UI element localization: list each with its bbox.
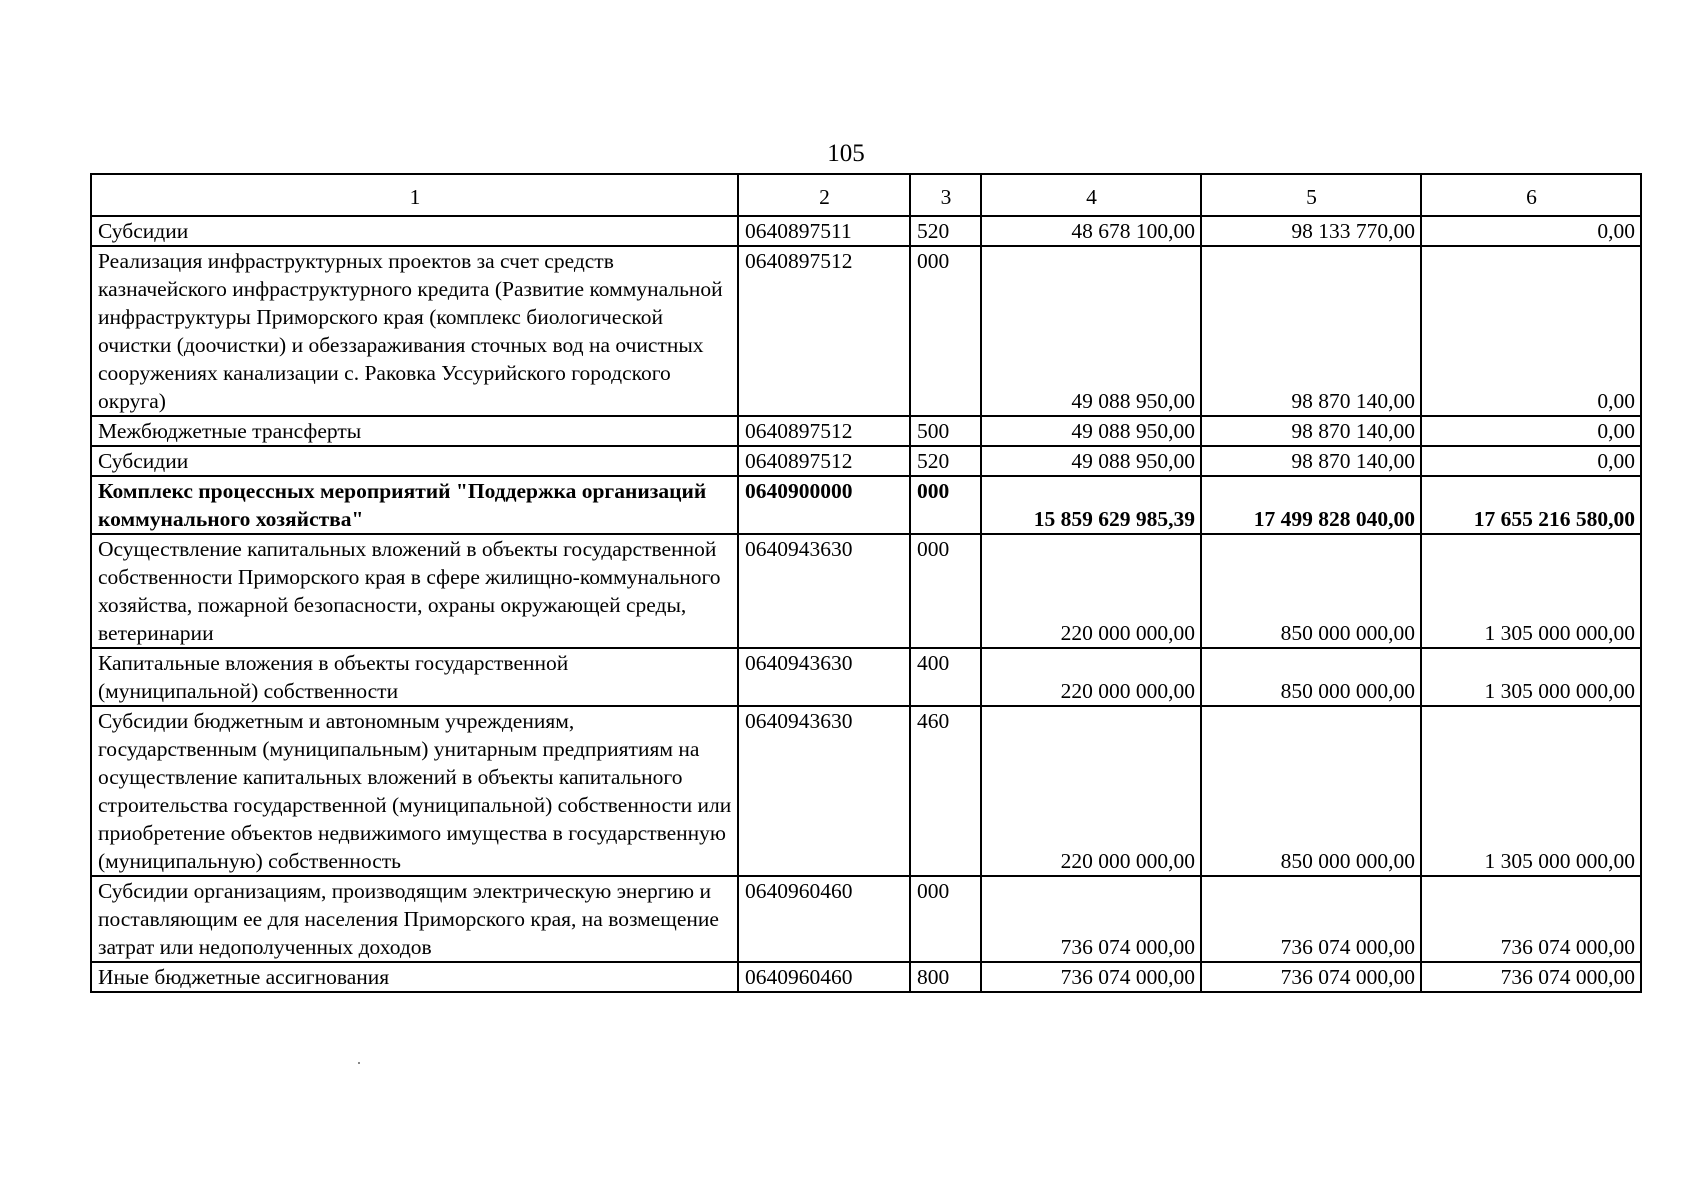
row-expense-type: 500 — [910, 416, 981, 446]
row-value-4: 49 088 950,00 — [981, 446, 1201, 476]
row-value-6: 0,00 — [1421, 416, 1641, 446]
row-value-5: 98 870 140,00 — [1201, 416, 1421, 446]
row-code: 0640900000 — [738, 476, 910, 534]
column-number-6: 6 — [1421, 174, 1641, 216]
row-value-5: 98 870 140,00 — [1201, 246, 1421, 416]
row-code: 0640897511 — [738, 216, 910, 246]
row-value-5: 850 000 000,00 — [1201, 706, 1421, 876]
row-name: Межбюджетные трансферты — [91, 416, 738, 446]
row-code: 0640943630 — [738, 706, 910, 876]
row-value-4: 736 074 000,00 — [981, 962, 1201, 992]
row-value-6: 0,00 — [1421, 446, 1641, 476]
column-number-2: 2 — [738, 174, 910, 216]
row-expense-type: 000 — [910, 476, 981, 534]
row-name: Субсидии организациям, производящим электрическую энергию и поставляющим ее для населения Приморского края, на возмещение затрат или недополученных доходов — [91, 876, 738, 962]
row-name: Субсидии — [91, 446, 738, 476]
page-number: 105 — [827, 140, 865, 167]
row-value-6: 736 074 000,00 — [1421, 876, 1641, 962]
row-code: 0640943630 — [738, 534, 910, 648]
row-value-6: 0,00 — [1421, 216, 1641, 246]
row-expense-type: 520 — [910, 446, 981, 476]
row-value-5: 98 870 140,00 — [1201, 446, 1421, 476]
row-value-5: 17 499 828 040,00 — [1201, 476, 1421, 534]
row-value-4: 15 859 629 985,39 — [981, 476, 1201, 534]
row-code: 0640960460 — [738, 962, 910, 992]
row-name: Капитальные вложения в объекты государственной (муниципальной) собственности — [91, 648, 738, 706]
row-value-5: 850 000 000,00 — [1201, 648, 1421, 706]
table-row — [91, 476, 1641, 534]
column-number-3: 3 — [910, 174, 981, 216]
row-code: 0640897512 — [738, 416, 910, 446]
table-row — [91, 648, 1641, 706]
column-number-1: 1 — [91, 174, 738, 216]
row-value-6: 1 305 000 000,00 — [1421, 648, 1641, 706]
column-number-4: 4 — [981, 174, 1201, 216]
row-name: Иные бюджетные ассигнования — [91, 962, 738, 992]
row-value-6: 736 074 000,00 — [1421, 962, 1641, 992]
row-expense-type: 400 — [910, 648, 981, 706]
column-number-row — [91, 174, 1641, 216]
row-code: 0640897512 — [738, 446, 910, 476]
row-expense-type: 000 — [910, 534, 981, 648]
row-value-4: 220 000 000,00 — [981, 534, 1201, 648]
row-value-5: 736 074 000,00 — [1201, 962, 1421, 992]
row-value-4: 220 000 000,00 — [981, 648, 1201, 706]
table-row — [91, 534, 1641, 648]
row-code: 0640943630 — [738, 648, 910, 706]
row-value-4: 736 074 000,00 — [981, 876, 1201, 962]
row-name: Субсидии бюджетным и автономным учреждениям, государственным (муниципальным) унитарным предприятиям на осуществление капитальных вложений в объекты капитального строительства государственной (муниципальной) собственности или приобретение объектов недвижимого имущества в государственную (муниципальную) собственность — [91, 706, 738, 876]
table-row — [91, 706, 1641, 876]
row-expense-type: 460 — [910, 706, 981, 876]
row-code: 0640897512 — [738, 246, 910, 416]
row-expense-type: 000 — [910, 876, 981, 962]
row-value-4: 48 678 100,00 — [981, 216, 1201, 246]
row-name: Субсидии — [91, 216, 738, 246]
row-value-4: 49 088 950,00 — [981, 416, 1201, 446]
row-value-6: 0,00 — [1421, 246, 1641, 416]
row-code: 0640960460 — [738, 876, 910, 962]
row-value-5: 850 000 000,00 — [1201, 534, 1421, 648]
row-value-6: 1 305 000 000,00 — [1421, 534, 1641, 648]
row-value-5: 736 074 000,00 — [1201, 876, 1421, 962]
budget-table — [90, 173, 1642, 993]
table-row — [91, 876, 1641, 962]
row-value-4: 49 088 950,00 — [981, 246, 1201, 416]
row-expense-type: 000 — [910, 246, 981, 416]
table-row — [91, 446, 1641, 476]
table-row — [91, 216, 1641, 246]
row-value-5: 98 133 770,00 — [1201, 216, 1421, 246]
table-row — [91, 962, 1641, 992]
column-number-5: 5 — [1201, 174, 1421, 216]
row-name: Комплекс процессных мероприятий "Поддержка организаций коммунального хозяйства" — [91, 476, 738, 534]
table-row — [91, 246, 1641, 416]
row-value-6: 17 655 216 580,00 — [1421, 476, 1641, 534]
scan-speck — [358, 1062, 360, 1064]
row-name: Осуществление капитальных вложений в объекты государственной собственности Приморского края в сфере жилищно-коммунального хозяйства, пожарной безопасности, охраны окружающей среды, ветеринарии — [91, 534, 738, 648]
row-expense-type: 800 — [910, 962, 981, 992]
row-value-6: 1 305 000 000,00 — [1421, 706, 1641, 876]
row-name: Реализация инфраструктурных проектов за счет средств казначейского инфраструктурного кредита (Развитие коммунальной инфраструктуры Приморского края (комплекс биологической очистки (доочистки) и обеззараживания сточных вод на очистных сооружениях канализации с. Раковка Уссурийского городского округа) — [91, 246, 738, 416]
table-row — [91, 416, 1641, 446]
row-value-4: 220 000 000,00 — [981, 706, 1201, 876]
row-expense-type: 520 — [910, 216, 981, 246]
